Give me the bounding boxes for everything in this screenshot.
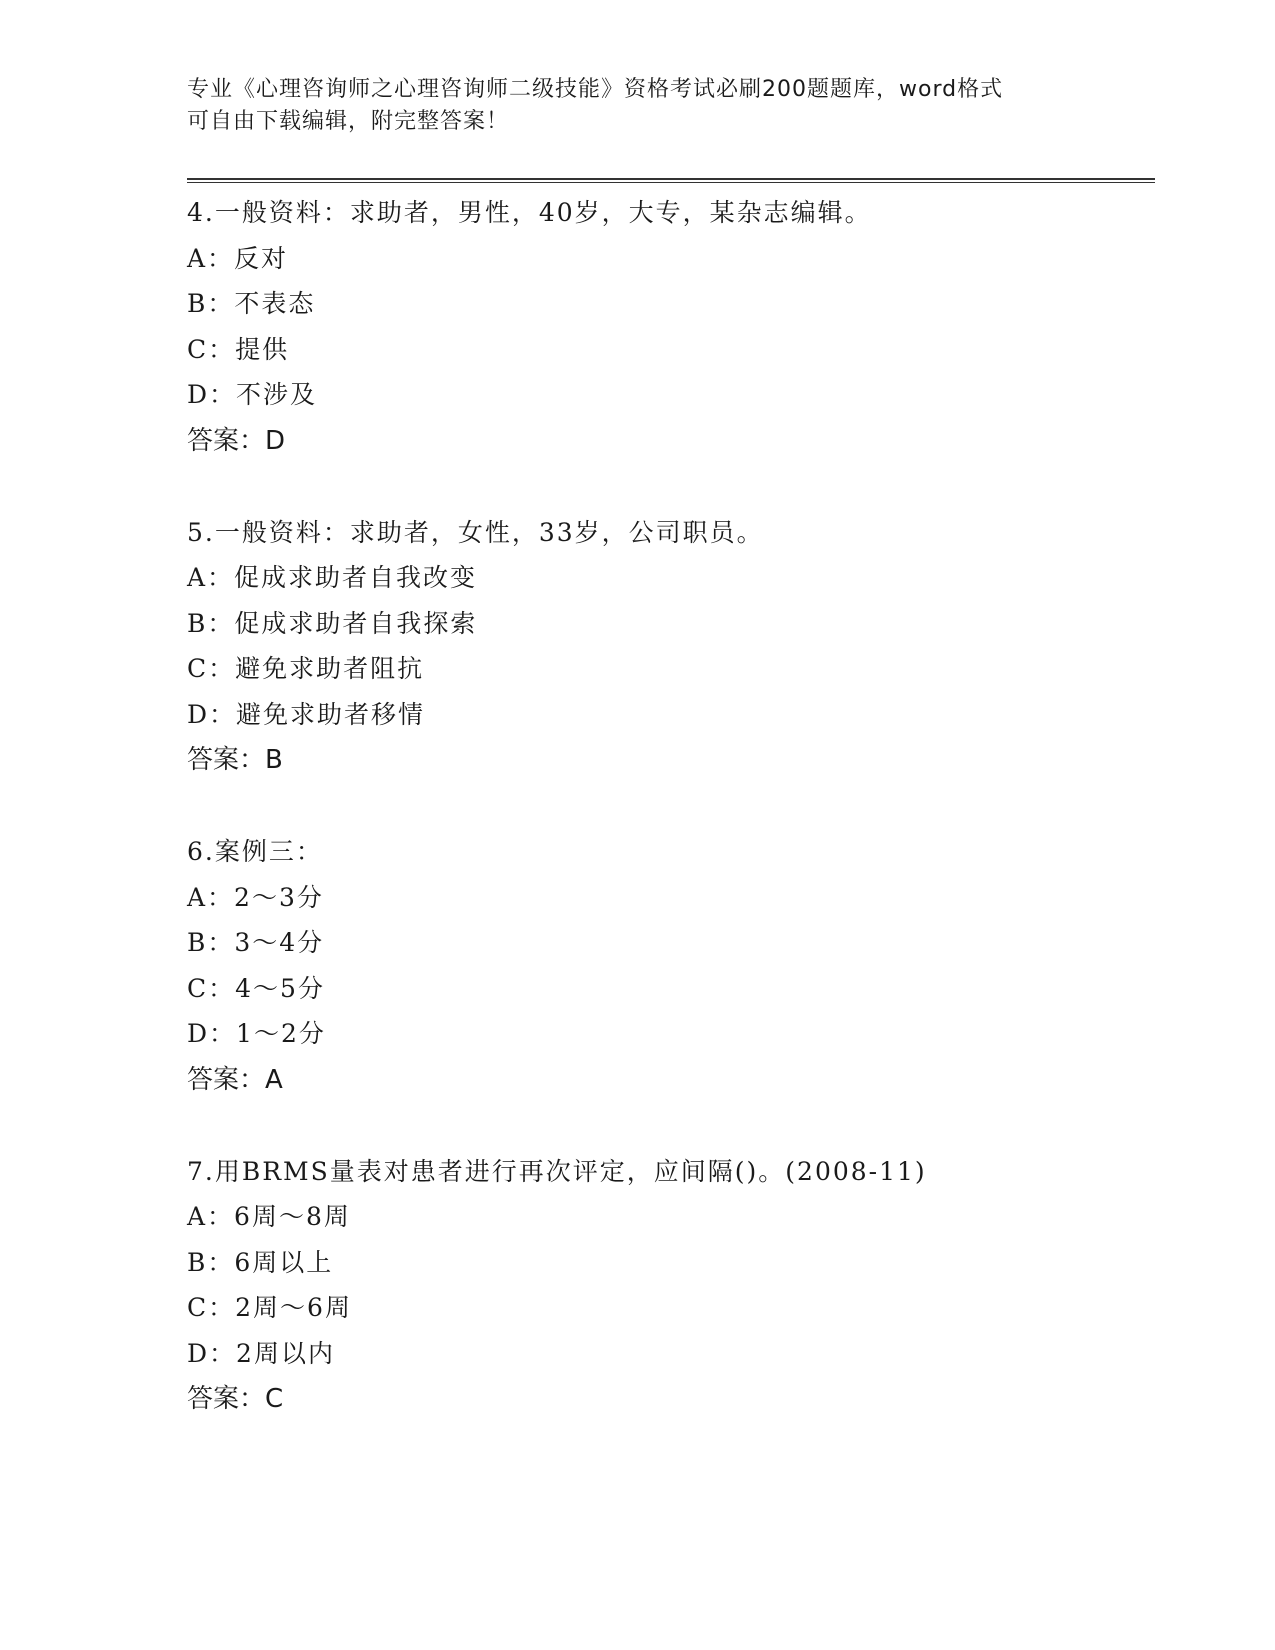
option-b: B：3～4分 — [187, 928, 325, 957]
option-b: B：促成求助者自我探索 — [187, 608, 478, 638]
question-stem: 5.一般资料：求助者，女性，33岁，公司职员。 — [187, 517, 764, 547]
option-c: C：2周～6周 — [187, 1293, 352, 1322]
option-c: C：提供 — [187, 334, 290, 364]
option-d: D：1～2分 — [187, 1019, 326, 1048]
question-6 — [187, 829, 1147, 1103]
answer-line: 答案：B — [187, 745, 283, 775]
question-stem: 4.一般资料：求助者，男性，40岁，大专，某杂志编辑。 — [187, 198, 872, 227]
question-list — [187, 190, 1147, 1468]
answer-line: 答案：C — [187, 1384, 284, 1414]
option-a: A：2～3分 — [187, 882, 324, 912]
option-a: A：6周～8周 — [187, 1202, 351, 1231]
option-c: C：4～5分 — [187, 973, 325, 1003]
header-line-1: 专业《心理咨询师之心理咨询师二级技能》资格考试必刷200题题库，word格式 — [187, 77, 1004, 102]
option-d: D：不涉及 — [187, 380, 318, 409]
question-stem: 6.案例三： — [187, 837, 323, 866]
question-stem: 7.用BRMS量表对患者进行再次评定，应间隔()。(2008-11) — [187, 1156, 927, 1186]
option-c: C：避免求助者阻抗 — [187, 654, 425, 683]
question-5 — [187, 510, 1147, 784]
question-7 — [187, 1149, 1147, 1423]
option-d: D：2周以内 — [187, 1338, 335, 1368]
option-b: B：6周以上 — [187, 1247, 334, 1277]
option-b: B：不表态 — [187, 289, 316, 318]
header-divider — [187, 178, 1155, 183]
question-4 — [187, 190, 1147, 464]
option-d: D：避免求助者移情 — [187, 699, 426, 729]
document-header — [187, 74, 1087, 138]
option-a: A：促成求助者自我改变 — [187, 563, 478, 592]
answer-line: 答案：A — [187, 1064, 283, 1095]
option-a: A：反对 — [187, 243, 289, 273]
answer-line: 答案：D — [187, 425, 286, 456]
header-line-2: 可自由下载编辑，附完整答案！ — [187, 109, 510, 134]
